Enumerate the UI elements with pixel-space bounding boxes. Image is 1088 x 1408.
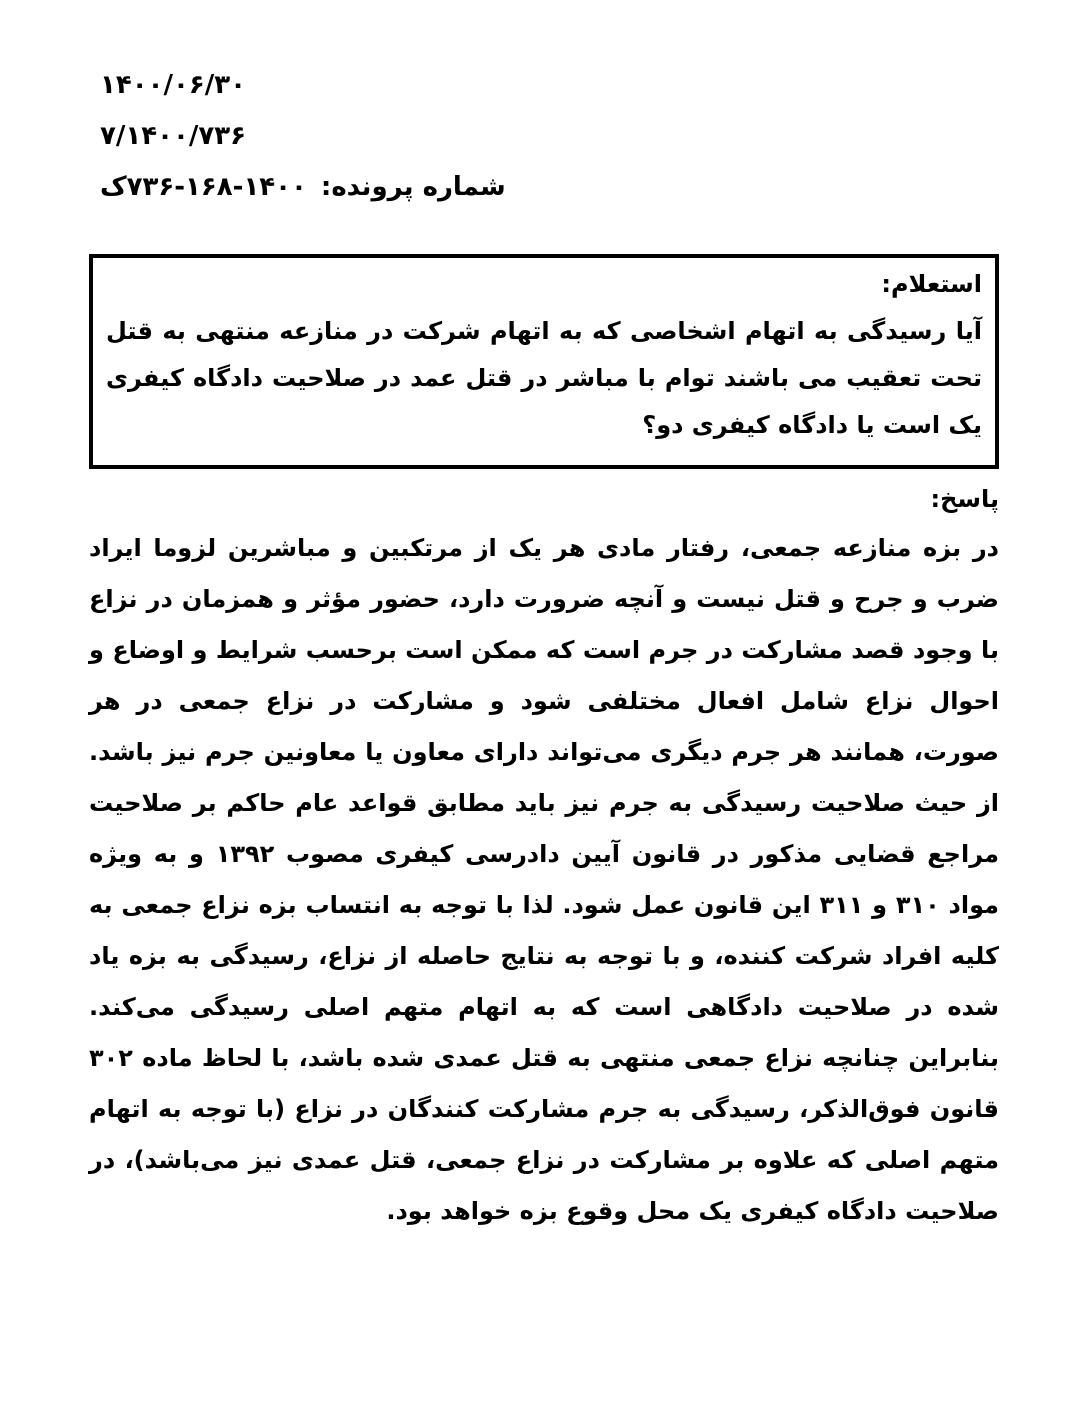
inquiry-text: آیا رسیدگی به اتهام اشخاصی که به اتهام شرکت در منازعه منتهی به قتل تحت تعقیب می باشند توام با مباشر در قتل عمد در صلاحیت دادگاه کیفری یک است یا دادگاه کیفری دو؟ xyxy=(106,317,982,439)
answer-text: در بزه منازعه جمعی، رفتار مادی هر یک از مرتکبین و مباشرین لزوما ایراد ضرب و جرح و قتل نیست و آنچه ضرورت دارد، حضور مؤثر و همزمان در نزاع با وجود قصد مشارکت در جرم است که ممکن است برحسب شرایط و اوضاع و احوال نزاع شامل افعال مختلفی شود و مشارکت در نزاع جمعی در هر صورت، همانند هر جرم دیگری می‌تواند دارای معاون یا معاونین جرم نیز باشد. از حیث صلاحیت رسیدگی به جرم نیز باید مطابق قواعد عام حاکم بر صلاحیت مراجع قضایی مذکور در قانون آیین دادرسی کیفری مصوب ۱۳۹۲ و به ویژه مواد ۳۱۰ و ۳۱۱ این قانون عمل شود. لذا با توجه به انتساب بزه نزاع جمعی به کلیه افراد شرکت کننده، و با توجه به نتایج حاصله از نزاع، رسیدگی به بزه یاد شده در صلاحیت دادگاهی است که به اتهام متهم اصلی رسیدگی می‌کند. بنابراین چنانچه نزاع جمعی منتهی به قتل عمدی شده باشد، با لحاظ ماده ۳۰۲ قانون فوق‌الذکر، رسیدگی به جرم مشارکت کنندگان در نزاع (با توجه به اتهام متهم اصلی که علاوه بر مشارکت در نزاع جمعی، قتل عمدی نیز می‌باشد)، در صلاحیت دادگاه کیفری یک محل وقوع بزه خواهد بود. xyxy=(89,534,999,1225)
case-number-label: شماره پرونده: xyxy=(320,172,506,202)
document-header xyxy=(89,70,999,202)
case-number-value: ۱۴۰۰-۱۶۸-۷۳۶ک xyxy=(100,172,307,202)
answer-heading: پاسخ: xyxy=(930,485,999,513)
case-number-line xyxy=(100,172,999,202)
inquiry-heading: استعلام: xyxy=(881,270,982,298)
opinion-number: ۷/۱۴۰۰/۷۳۶ xyxy=(100,121,246,151)
opinion-date: ۱۴۰۰/۰۶/۳۰ xyxy=(100,70,246,100)
inquiry-box xyxy=(89,254,999,469)
